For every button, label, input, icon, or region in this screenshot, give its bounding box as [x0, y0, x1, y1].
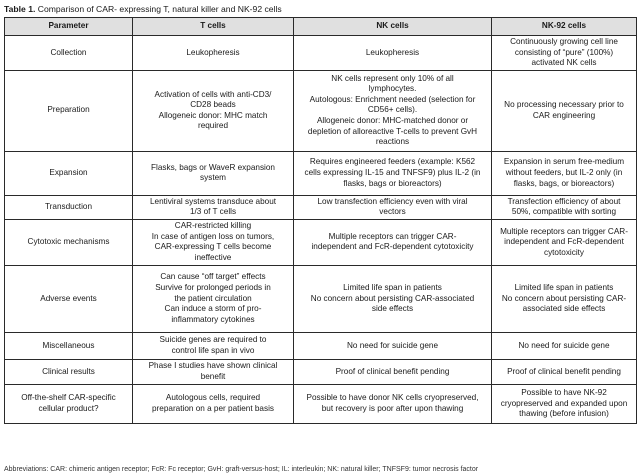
row-t-cells	[133, 195, 294, 219]
cell-line: Proof of clinical benefit pending	[335, 366, 450, 376]
cell-line: Requires engineered feeders (example: K562	[309, 157, 476, 167]
cell-line: Expansion	[49, 167, 88, 177]
footnote: Abbreviations: CAR: chimeric antigen receptor; FcR: Fc receptor; GvH: graft-versus-host; IL: interleukin; NK: natural killer; TNFSF9: tumor necrosis factor	[4, 466, 479, 473]
row-nk-cells	[294, 265, 492, 332]
table-row	[5, 384, 637, 423]
cell-line: flasks, bags or bioreactors)	[343, 178, 442, 188]
cell-line: the patient circulation	[174, 293, 252, 303]
cell-line: reactions	[375, 137, 410, 147]
cell-line: Possible to have NK-92	[521, 388, 607, 398]
row-nk92-cells	[492, 70, 637, 151]
table-row	[5, 151, 637, 195]
table-row	[5, 332, 637, 359]
cell-line: Allogeneic donor: MHC match	[158, 110, 268, 120]
table-row	[5, 219, 637, 265]
cell-line: lymphocytes.	[368, 84, 417, 94]
cell-line: cells expressing IL-15 and TNFSF9) plus IL-2 (in	[304, 167, 481, 177]
cell-line: independent and FcR-dependent cytotoxicity	[311, 242, 474, 252]
cell-line: preparation on a per patient basis	[152, 403, 274, 413]
row-nk92-cells	[492, 332, 637, 359]
cell-line: CD56+ cells).	[367, 105, 418, 115]
cell-line: cryopreserved and expanded upon	[500, 398, 628, 408]
cell-line: Off-the-shelf CAR-specific	[21, 393, 116, 403]
cell-line: Suicide genes are required to	[159, 335, 267, 345]
table-row	[5, 359, 637, 384]
row-nk-cells	[294, 332, 492, 359]
row-parameter	[5, 384, 133, 423]
cell-line: side effects	[371, 304, 414, 314]
header-nk-cells: NK cells	[294, 18, 492, 36]
cell-line: Preparation	[47, 105, 90, 115]
row-nk-cells	[294, 36, 492, 71]
row-parameter	[5, 219, 133, 265]
cell-line: No need for suicide gene	[518, 340, 610, 350]
row-t-cells	[133, 151, 294, 195]
cell-line: No need for suicide gene	[346, 340, 439, 350]
cell-line: Autologous: Enrichment needed (selection for	[309, 94, 476, 104]
comparison-table	[4, 17, 637, 424]
cell-line: cytotoxicity	[543, 247, 585, 257]
cell-line: activated NK cells	[531, 58, 597, 68]
cell-line: Continuously growing cell line	[510, 37, 618, 46]
cell-line: consisting of “pure” (100%)	[514, 47, 614, 57]
header-t-cells: T cells	[133, 18, 294, 36]
row-nk-cells	[294, 70, 492, 151]
table-row	[5, 195, 637, 219]
cell-line: CAR-restricted killing	[174, 221, 252, 231]
cell-line: No processing necessary prior to	[504, 100, 624, 110]
cell-line: Leukopheresis	[365, 47, 420, 57]
cell-line: CD28 beads	[190, 100, 236, 110]
row-t-cells	[133, 219, 294, 265]
cell-line: associated side effects	[522, 304, 606, 314]
row-nk92-cells	[492, 36, 637, 71]
cell-line: system	[200, 173, 226, 183]
header-nk92-cells: NK-92 cells	[492, 18, 637, 36]
cell-line: Clinical results	[42, 366, 95, 376]
row-parameter	[5, 195, 133, 219]
cell-line: Limited life span in patients	[514, 283, 614, 293]
header-row	[5, 18, 637, 36]
cell-line: ineffective	[194, 253, 232, 263]
cell-line: Multiple receptors can trigger CAR-	[500, 226, 628, 236]
cell-line: without feeders, but IL-2 only (in	[505, 167, 623, 177]
header-parameter: Parameter	[5, 18, 133, 36]
row-t-cells	[133, 359, 294, 384]
row-nk-cells	[294, 219, 492, 265]
cell-line: Collection	[50, 47, 87, 57]
cell-line: vectors	[379, 207, 406, 217]
table-title: Comparison of CAR- expressing T, natural killer and NK-92 cells	[35, 4, 282, 14]
cell-line: Can cause “off target” effects	[160, 272, 266, 282]
cell-line: control life span in vivo	[171, 345, 255, 355]
cell-line: Activation of cells with anti-CD3/	[154, 89, 272, 99]
row-parameter	[5, 359, 133, 384]
cell-line: Proof of clinical benefit pending	[507, 366, 621, 376]
row-nk92-cells	[492, 195, 637, 219]
row-nk-cells	[294, 384, 492, 423]
row-parameter	[5, 36, 133, 71]
cell-line: Transduction	[44, 202, 93, 212]
row-nk92-cells	[492, 265, 637, 332]
cell-line: thawing (before infusion)	[519, 409, 609, 419]
table-caption	[4, 4, 282, 15]
cell-line: Expansion in serum free-medium	[503, 157, 625, 167]
row-nk-cells	[294, 151, 492, 195]
cell-line: Can induce a storm of pro-	[164, 304, 262, 314]
cell-line: Possible to have donor NK cells cryopreserved,	[306, 393, 479, 403]
cell-line: Cytotoxic mechanisms	[27, 237, 110, 247]
row-nk92-cells	[492, 384, 637, 423]
cell-line: depletion of alloreactive T-cells to prevent GvH	[307, 126, 478, 136]
cell-line: cellular product?	[38, 403, 99, 413]
row-parameter	[5, 70, 133, 151]
cell-line: 1/3 of T cells	[189, 207, 237, 217]
cell-line: Flasks, bags or WaveR expansion	[151, 162, 275, 172]
row-nk-cells	[294, 195, 492, 219]
row-nk92-cells	[492, 359, 637, 384]
row-nk92-cells	[492, 219, 637, 265]
cell-line: Leukopheresis	[186, 47, 240, 57]
cell-line: Lentiviral systems transduce about	[149, 196, 277, 206]
row-parameter	[5, 151, 133, 195]
cell-line: NK cells represent only 10% of all	[331, 73, 454, 83]
row-parameter	[5, 265, 133, 332]
cell-line: No concern about persisting CAR-associated	[310, 293, 475, 303]
table-row	[5, 70, 637, 151]
cell-line: No concern about persisting CAR-	[501, 293, 627, 303]
row-nk-cells	[294, 359, 492, 384]
cell-line: flasks, bags, or bioreactors)	[513, 178, 615, 188]
cell-line: 50%, compatible with sorting	[511, 207, 617, 217]
cell-line: inflammatory cytokines	[171, 314, 255, 324]
row-t-cells	[133, 70, 294, 151]
row-t-cells	[133, 332, 294, 359]
cell-line: Survive for prolonged periods in	[155, 283, 271, 293]
cell-line: Phase I studies have shown clinical	[148, 361, 278, 371]
cell-line: but recovery is poor after upon thawing	[321, 403, 464, 413]
row-nk92-cells	[492, 151, 637, 195]
row-t-cells	[133, 36, 294, 71]
cell-line: CAR-expressing T cells become	[154, 242, 272, 252]
table-row	[5, 265, 637, 332]
row-parameter	[5, 332, 133, 359]
table-label: Table 1.	[4, 4, 36, 14]
cell-line: required	[197, 121, 229, 131]
row-t-cells	[133, 384, 294, 423]
cell-line: In case of antigen loss on tumors,	[151, 231, 275, 241]
cell-line: Limited life span in patients	[343, 283, 442, 293]
cell-line: Allogeneic donor: MHC-matched donor or	[316, 116, 469, 126]
cell-line: Multiple receptors can trigger CAR-	[328, 231, 457, 241]
cell-line: Transfection efficiency of about	[507, 196, 621, 206]
cell-line: CAR engineering	[532, 110, 596, 120]
cell-line: Adverse events	[40, 293, 97, 303]
row-t-cells	[133, 265, 294, 332]
cell-line: independent and FcR-dependent	[504, 237, 624, 247]
cell-line: benefit	[200, 371, 226, 381]
cell-line: Autologous cells, required	[165, 393, 261, 403]
table-row	[5, 36, 637, 71]
cell-line: Low transfection efficiency even with viral	[317, 196, 468, 206]
cell-line: Miscellaneous	[42, 340, 95, 350]
